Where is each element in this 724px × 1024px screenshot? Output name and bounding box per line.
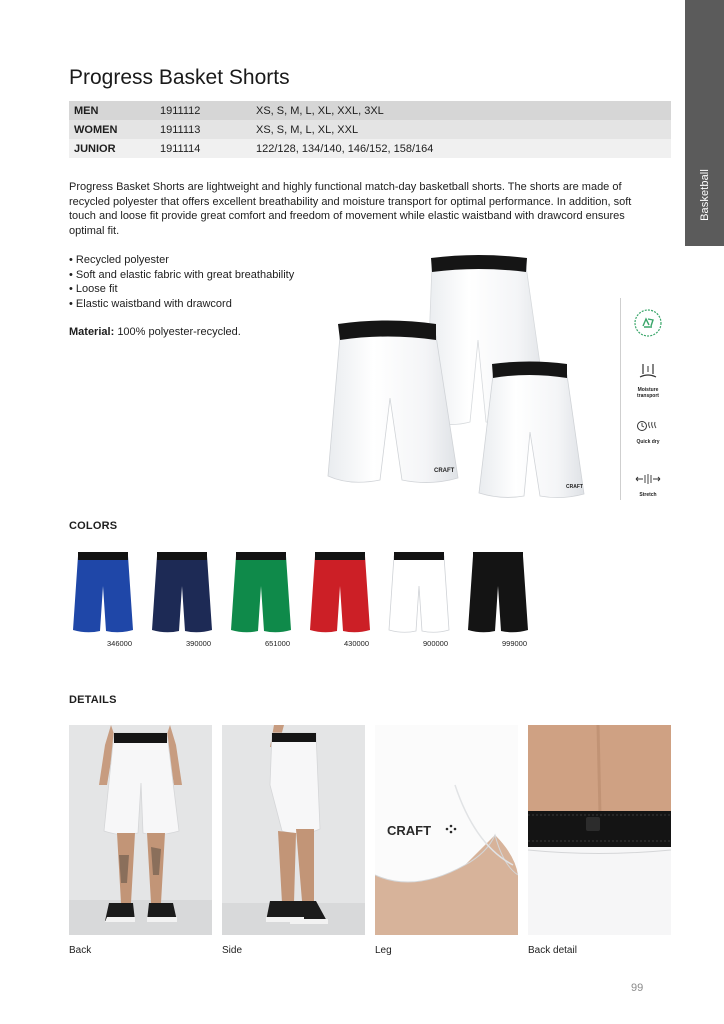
color-swatch — [151, 552, 213, 634]
size-row-men — [69, 101, 671, 120]
moisture-transport-icon — [638, 362, 658, 380]
size-group: WOMEN — [74, 123, 118, 136]
tech-quick-dry — [628, 418, 668, 445]
detail-brand-logo: CRAFT — [387, 823, 432, 838]
tech-label: Stretch — [639, 492, 657, 498]
hero-brand-logo: CRAFT — [434, 468, 455, 474]
tech-divider — [620, 298, 621, 500]
color-code: 390000 — [186, 639, 212, 648]
size-table — [69, 101, 671, 158]
page-number: 99 — [631, 982, 644, 994]
color-swatch — [388, 552, 450, 634]
color-code: 999000 — [502, 639, 528, 648]
svg-text:CRAFT: CRAFT — [566, 484, 583, 490]
article-number: 1911112 — [160, 104, 201, 117]
detail-caption: Back — [69, 945, 92, 956]
size-row-junior — [69, 139, 671, 158]
size-list: XS, S, M, L, XL, XXL, 3XL — [256, 104, 384, 117]
category-tab — [685, 0, 724, 246]
detail-caption: Side — [222, 945, 243, 956]
detail-caption: Back detail — [528, 945, 577, 956]
tech-moisture — [628, 362, 668, 399]
size-list: 122/128, 134/140, 146/152, 158/164 — [256, 142, 434, 155]
article-number: 1911113 — [160, 123, 201, 136]
size-list: XS, S, M, L, XL, XXL — [256, 123, 359, 136]
color-swatch — [72, 552, 134, 634]
stretch-icon — [635, 473, 661, 485]
tech-label: Quick dry — [636, 439, 660, 445]
detail-photo-side — [222, 725, 365, 935]
details-heading: DETAILS — [69, 694, 117, 706]
product-description: Progress Basket Shorts are lightweight and highly functional match-day basketball shorts. The shorts are made of recycled polyester that offers excellent breathability and moisture transport for optimal performance. In addition, soft touch and loose fit provide great comfort and freedom of movement while elastic waistband with drawcord ensures optimal fit. — [69, 181, 632, 237]
color-swatch — [467, 552, 529, 634]
feature-list — [69, 253, 294, 311]
tech-stretch — [628, 472, 668, 498]
tech-label: Moisture transport — [637, 387, 659, 399]
color-code: 346000 — [107, 639, 133, 648]
color-swatch — [309, 552, 371, 634]
material-line — [69, 326, 241, 338]
size-row-women — [69, 120, 671, 139]
color-code: 900000 — [423, 639, 449, 648]
product-title: Progress Basket Shorts — [69, 66, 290, 89]
color-code: 430000 — [344, 639, 370, 648]
detail-caption: Leg — [375, 945, 392, 956]
material-value: 100% polyester-recycled. — [117, 326, 241, 338]
tech-recycled — [628, 308, 668, 343]
detail-photo-back-detail — [528, 725, 671, 935]
category-tab-label: Basketball — [698, 169, 711, 221]
feature-item: • Loose fit — [69, 282, 294, 297]
feature-item: • Soft and elastic fabric with great breathability — [69, 268, 294, 283]
feature-item: • Elastic waistband with drawcord — [69, 297, 294, 312]
feature-item: • Recycled polyester — [69, 253, 294, 268]
article-number: 1911114 — [160, 142, 201, 155]
size-group: MEN — [74, 104, 99, 117]
recycled-icon — [633, 308, 663, 338]
detail-photo-back — [69, 725, 212, 935]
size-group: JUNIOR — [74, 142, 116, 155]
material-label: Material: — [69, 326, 115, 338]
color-code: 651000 — [265, 639, 291, 648]
quick-dry-icon — [636, 418, 660, 432]
detail-photo-leg — [375, 725, 518, 935]
color-swatch — [230, 552, 292, 634]
hero-product-image — [318, 250, 608, 505]
colors-heading: COLORS — [69, 520, 118, 532]
